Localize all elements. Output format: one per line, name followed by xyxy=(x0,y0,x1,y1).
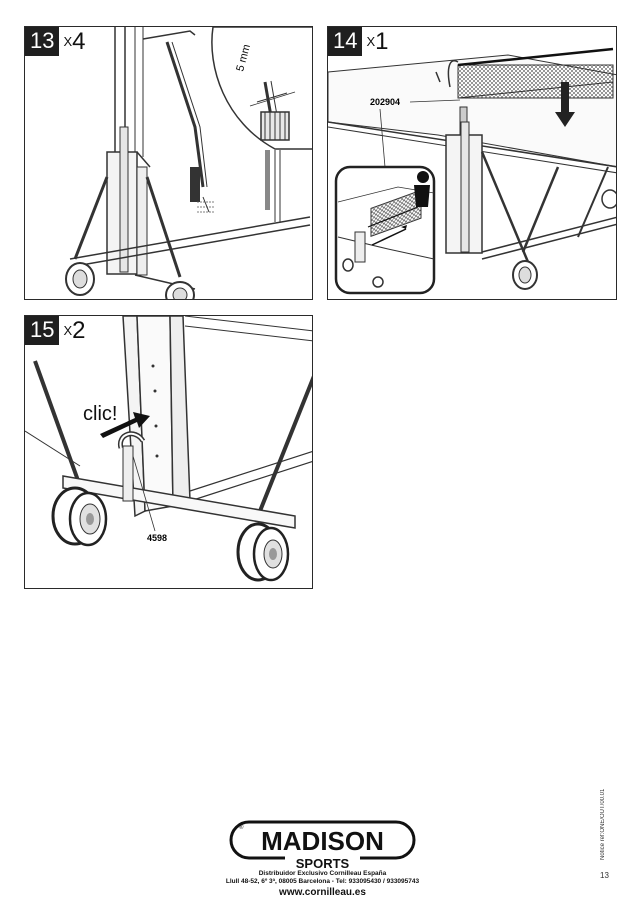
step-13-header xyxy=(25,27,86,56)
logo-brand-sub: SPORTS xyxy=(295,856,350,870)
step-14-illustration xyxy=(328,27,617,300)
quantity-multiplier: X xyxy=(63,323,73,338)
quantity-multiplier: X xyxy=(366,34,376,49)
logo-trademark: ® xyxy=(239,825,244,831)
part-code-label: 4598 xyxy=(147,533,168,543)
part-code-label: 202904 xyxy=(370,97,401,107)
website-link[interactable]: www.cornilleau.es xyxy=(279,887,366,898)
distributor-line: Distribuidor Exclusivo Cornilleau España xyxy=(258,870,387,877)
quantity-value: 4 xyxy=(72,27,86,55)
notice-reference: Notice ref:ONE/OUT/00.01 xyxy=(600,788,606,860)
step-number: 14 xyxy=(328,27,362,56)
step-15-illustration xyxy=(25,316,313,589)
step-13-illustration xyxy=(25,27,313,300)
logo-brand: MADISON xyxy=(261,826,384,856)
clic-label: clic! xyxy=(83,403,118,425)
wheel-right xyxy=(238,524,288,580)
step-15-panel xyxy=(24,315,313,589)
page-number: 13 xyxy=(600,871,609,880)
address-line: Llull 48-52, 6º 3ª, 08005 Barcelona - Tel: 933095430 / 933095743 xyxy=(225,878,420,885)
step-15-header xyxy=(25,316,86,345)
wheel-left xyxy=(53,488,106,545)
madison-sports-logo xyxy=(225,820,420,900)
step-number: 15 xyxy=(25,316,59,345)
dimension-5mm-label: 5 mm xyxy=(234,43,254,73)
step-14-panel xyxy=(327,26,617,300)
madison-logo-graphic xyxy=(225,820,420,870)
quantity-value: 2 xyxy=(72,316,86,344)
quantity-value: 1 xyxy=(375,27,389,55)
quantity-multiplier: X xyxy=(63,34,73,49)
step-number: 13 xyxy=(25,27,59,56)
step-14-header xyxy=(328,27,389,56)
step-13-panel xyxy=(24,26,313,300)
